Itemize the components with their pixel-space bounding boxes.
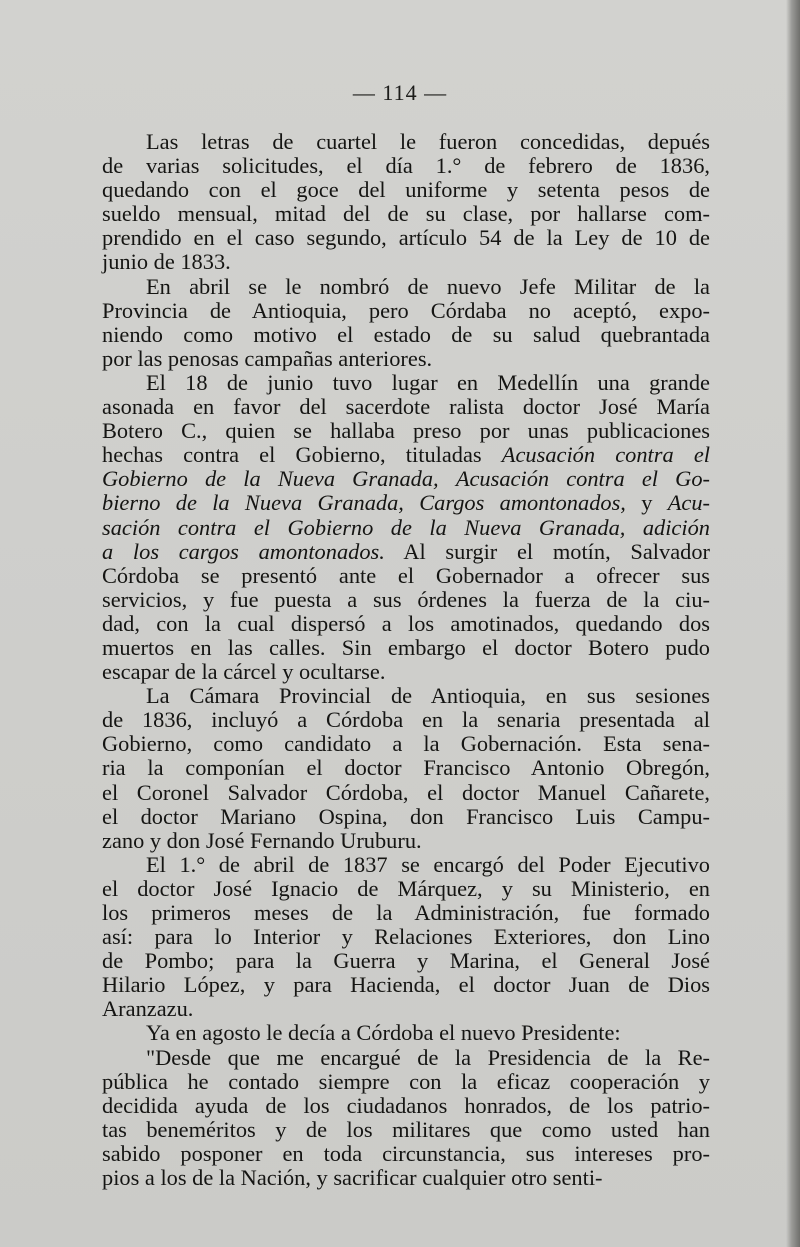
text-line: por las penosas campañas anteriores.	[102, 345, 433, 371]
text-line: así: para lo Interior y Relaciones Exteriores, don Lino	[102, 924, 710, 950]
text-line: ria la componían el doctor Francisco Antonio Obregón,	[102, 755, 710, 781]
text-line: La Cámara Provincial de Antioquia, en sus sesiones	[146, 683, 710, 709]
text-line: bierno de la Nueva Granada, Cargos amontonados, y Acu-	[102, 490, 710, 516]
text-line: Córdoba se presentó ante el Gobernador a ofrecer sus	[102, 562, 710, 588]
text-line: "Desde que me encargué de la Presidencia de la Re-	[146, 1044, 710, 1070]
paragraph	[102, 684, 710, 853]
text-line: escapar de la cárcel y ocultarse.	[102, 659, 386, 685]
text-line: niendo como motivo el estado de su salud quebrantada	[102, 321, 710, 347]
page-edge-shadow	[786, 0, 800, 1247]
text-line: Gobierno de la Nueva Granada, Acusación contra el Go-	[102, 466, 710, 492]
text-line: pios a los de la Nación, y sacrificar cualquier otro senti-	[102, 1165, 603, 1191]
text-line: pública he contado siempre con la eficaz cooperación y	[102, 1068, 710, 1094]
text-line: Aranzazu.	[102, 996, 194, 1022]
text-line: Provincia de Antioquia, pero Córdaba no aceptó, expo-	[102, 297, 710, 323]
paragraph	[102, 275, 710, 371]
text-line: servicios, y fue puesta a sus órdenes la fuerza de la ciu-	[102, 586, 710, 612]
page-body-text	[102, 130, 710, 1190]
text-line: asonada en favor del sacerdote ralista doctor José María	[102, 394, 710, 420]
paragraph	[102, 1021, 710, 1045]
paragraph	[102, 130, 710, 275]
paragraph	[102, 853, 710, 1022]
text-line: Gobierno, como candidato a la Gobernación. Esta sena-	[102, 731, 710, 757]
text-line: El 18 de junio tuvo lugar en Medellín una grande	[146, 369, 710, 395]
text-line: el Coronel Salvador Córdoba, el doctor Manuel Cañarete,	[102, 779, 710, 805]
text-line: decidida ayuda de los ciudadanos honrados, de los patrio-	[102, 1092, 710, 1118]
text-line: los primeros meses de la Administración, fue formado	[102, 900, 710, 925]
text-line: Hilario López, y para Hacienda, el doctor Juan de Dios	[102, 972, 710, 998]
text-line: zano y don José Fernando Uruburu.	[102, 827, 422, 853]
text-line: el doctor José Ignacio de Márquez, y su Ministerio, en	[102, 875, 710, 901]
text-line: Botero C., quien se hallaba preso por unas publicaciones	[102, 418, 710, 444]
text-line: quedando con el goce del uniforme y setenta pesos de	[102, 177, 710, 203]
text-line: sueldo mensual, mitad del de su clase, por hallarse com-	[102, 201, 710, 227]
text-line: sación contra el Gobierno de la Nueva Granada, adición	[102, 514, 710, 540]
page-number: — 114 —	[352, 80, 448, 105]
text-line: El 1.° de abril de 1837 se encargó del Poder Ejecutivo	[146, 851, 710, 877]
text-line: junio de 1833.	[102, 249, 231, 275]
text-line: hechas contra el Gobierno, tituladas Acusación contra el	[102, 442, 710, 468]
text-line: tas beneméritos y de los militares que como usted han	[102, 1116, 710, 1142]
text-line: de Pombo; para la Guerra y Marina, el General José	[102, 948, 710, 974]
paragraph	[102, 371, 710, 684]
text-line: muertos en las calles. Sin embargo el doctor Botero pudo	[102, 634, 710, 660]
text-line: de varias solicitudes, el día 1.° de febrero de 1836,	[102, 153, 710, 179]
text-line: a los cargos amontonados. Al surgir el motín, Salvador	[102, 538, 710, 564]
text-line: sabido posponer en toda circunstancia, sus intereses pro-	[102, 1140, 710, 1166]
text-line: Ya en agosto le decía a Córdoba el nuevo Presidente:	[146, 1020, 621, 1046]
text-line: el doctor Mariano Ospina, don Francisco Luis Campu-	[102, 803, 710, 829]
paragraph	[102, 1046, 710, 1191]
text-line: prendido en el caso segundo, artículo 54 de la Ley de 10 de	[102, 225, 710, 251]
text-line: de 1836, incluyó a Córdoba en la senaria presentada al	[102, 707, 710, 733]
text-line: En abril se le nombró de nuevo Jefe Militar de la	[146, 273, 710, 299]
text-line: dad, con la cual dispersó a los amotinados, quedando dos	[102, 610, 710, 636]
text-line: Las letras de cuartel le fueron concedidas, depués	[146, 129, 710, 154]
